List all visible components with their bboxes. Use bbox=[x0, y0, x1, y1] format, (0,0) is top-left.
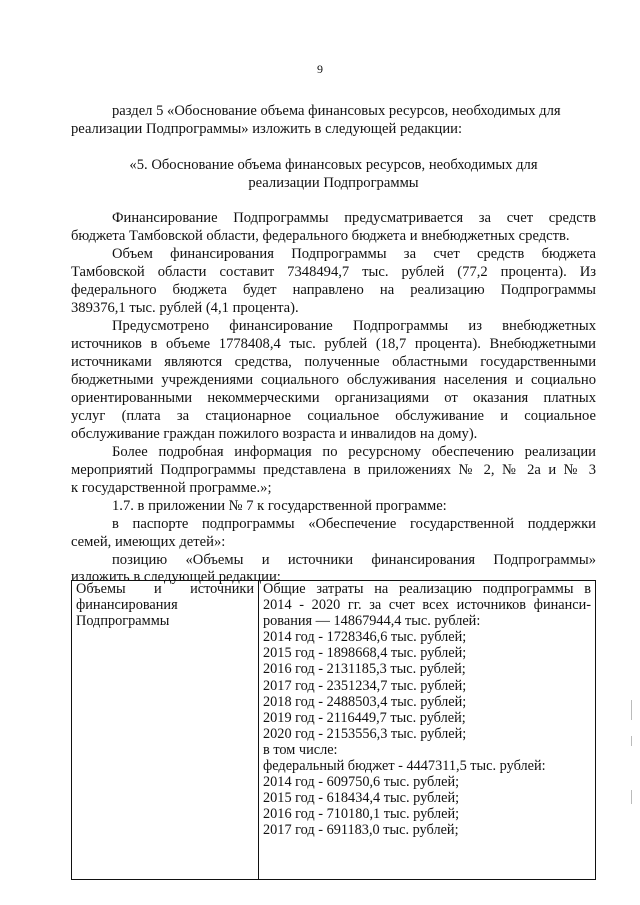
left-cell-line-3: Подпрограммы bbox=[76, 613, 170, 630]
right-cell-line: 2014 - 2020 гг. за счет всех источников финанси- bbox=[263, 597, 591, 614]
right-cell-line: 2017 год - 691183,0 тыс. рублей; bbox=[263, 822, 459, 839]
left-cell-line-1: Объемы и источники bbox=[76, 581, 254, 597]
page-number: 9 bbox=[317, 62, 323, 76]
para3-line-1: Предусмотрено финансирование Подпрограммы из внебюджетных bbox=[112, 318, 596, 334]
para1-line-1: Финансирование Подпрограммы предусматривается за счет средств bbox=[112, 210, 596, 226]
passport-line-1: в паспорте подпрограммы «Обеспечение государственной поддержки bbox=[112, 516, 596, 532]
para2-line-1: Объем финансирования Подпрограммы за счет средств бюджета bbox=[112, 246, 596, 262]
right-cell-line: 2016 год - 2131185,3 тыс. рублей; bbox=[263, 661, 466, 678]
para3-line-3: источниками являются средства, полученные областными государственными bbox=[71, 354, 596, 370]
para3-line-6: услуг (плата за стационарное социальное обслуживание и социальное bbox=[71, 408, 596, 424]
para2-line-3: федерального бюджета будет направлено на реализацию Подпрограммы bbox=[71, 282, 596, 298]
table-right-cell bbox=[259, 581, 596, 880]
right-cell-line: 2016 год - 710180,1 тыс. рублей; bbox=[263, 806, 460, 823]
scan-edge-mark bbox=[631, 736, 632, 746]
right-cell-line: 2017 год - 2351234,7 тыс. рублей; bbox=[263, 677, 467, 694]
left-cell-line-2: финансирования bbox=[76, 597, 178, 614]
para1-line-2: бюджета Тамбовской области, федерального бюджета и внебюджетных средств. bbox=[71, 228, 570, 244]
right-cell-line: в том числе: bbox=[263, 741, 338, 758]
position-line-2: изложить в следующей редакции: bbox=[71, 569, 281, 585]
intro-line-2: реализации Подпрограммы» изложить в следующей редакции: bbox=[71, 121, 463, 137]
funding-table bbox=[71, 580, 596, 880]
right-cell-line: 2015 год - 1898668,4 тыс. рублей; bbox=[263, 645, 467, 662]
intro-line-1: раздел 5 «Обоснование объема финансовых ресурсов, необходимых для bbox=[112, 103, 561, 119]
para4-line-2: мероприятий Подпрограммы представлена в приложениях № 2, № 2а и № 3 bbox=[71, 462, 596, 478]
para4-line-1: Более подробная информация по ресурсному обеспечению реализации bbox=[112, 444, 596, 460]
para4-line-3: к государственной программе.»; bbox=[71, 480, 272, 496]
passport-line-2: семей, имеющих детей»: bbox=[71, 534, 226, 550]
scan-edge-mark bbox=[631, 790, 632, 804]
right-cell-line: Общие затраты на реализацию подпрограммы в bbox=[263, 581, 591, 597]
para3-line-4: бюджетными учреждениями социального обслуживания населения и социально bbox=[71, 372, 596, 388]
para2-line-2: Тамбовской области составит 7348494,7 тыс. рублей (77,2 процента). Из bbox=[71, 264, 596, 280]
scan-edge-mark bbox=[631, 700, 632, 720]
section-heading-line-1: «5. Обоснование объема финансовых ресурсов, необходимых для bbox=[129, 157, 538, 173]
position-line-1: позицию «Объемы и источники финансирования Подпрограммы» bbox=[112, 552, 596, 568]
section-heading-line-2: реализации Подпрограммы bbox=[248, 175, 419, 191]
right-cell-line: федеральный бюджет - 4447311,5 тыс. рублей: bbox=[263, 758, 546, 775]
para3-line-5: ориентированными некоммерческими организациями от оказания платных bbox=[71, 390, 596, 406]
right-cell-line: рования — 14867944,4 тыс. рублей: bbox=[263, 613, 481, 630]
para3-line-7: обслуживание граждан пожилого возраста и инвалидов на дому). bbox=[71, 426, 478, 442]
right-cell-line: 2015 год - 618434,4 тыс. рублей; bbox=[263, 790, 460, 807]
item-1-7: 1.7. в приложении № 7 к государственной программе: bbox=[112, 498, 447, 514]
table-row bbox=[72, 581, 596, 880]
para2-line-4: 389376,1 тыс. рублей (4,1 процента). bbox=[71, 300, 299, 316]
right-cell-line: 2018 год - 2488503,4 тыс. рублей; bbox=[263, 693, 467, 710]
right-cell-line: 2014 год - 609750,6 тыс. рублей; bbox=[263, 774, 460, 791]
right-cell-line: 2020 год - 2153556,3 тыс. рублей; bbox=[263, 725, 467, 742]
right-cell-line: 2019 год - 2116449,7 тыс. рублей; bbox=[263, 709, 466, 726]
right-cell-line: 2014 год - 1728346,6 тыс. рублей; bbox=[263, 629, 467, 646]
para3-line-2: источников в объеме 1778408,4 тыс. рублей (18,7 процента). Внебюджетными bbox=[71, 336, 596, 352]
table-left-cell bbox=[72, 581, 259, 880]
